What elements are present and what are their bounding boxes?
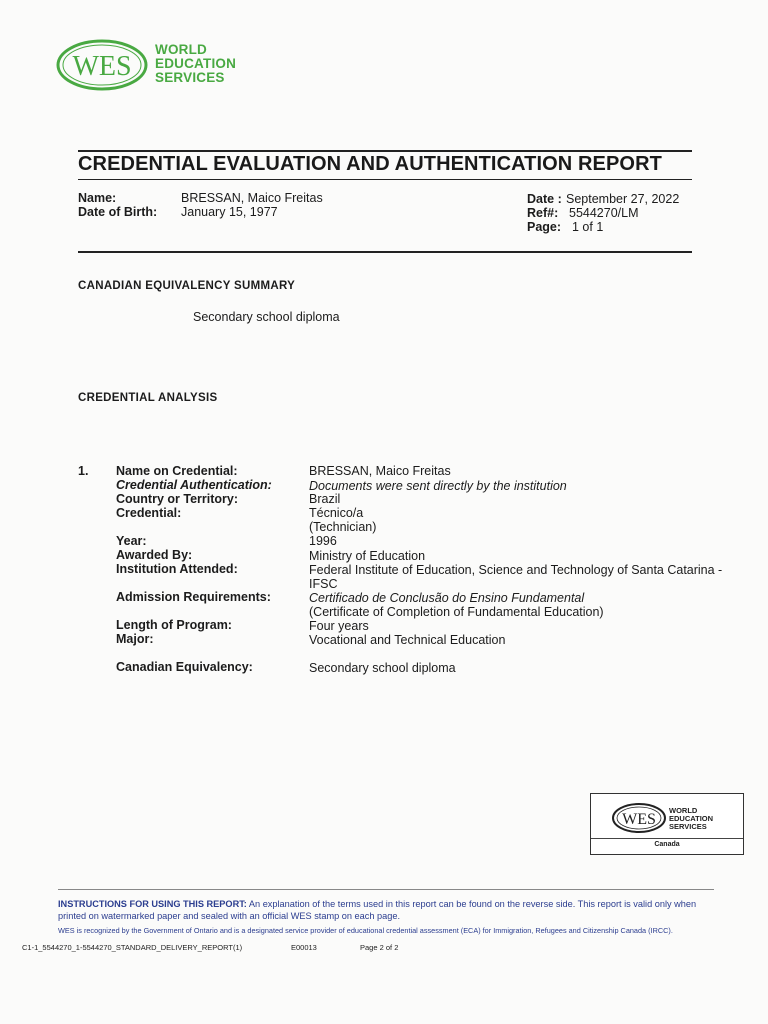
ref-label: Ref#:: [527, 206, 559, 220]
length-label: Length of Program:: [116, 618, 232, 632]
instructions-label: INSTRUCTIONS FOR USING THIS REPORT:: [58, 899, 247, 909]
date-label: Date :: [527, 192, 562, 206]
country-label: Country or Territory:: [116, 492, 238, 506]
name-on-credential-value: BRESSAN, Maico Freitas: [309, 464, 451, 478]
institution-label: Institution Attended:: [116, 562, 238, 576]
equivalency-label: Canadian Equivalency:: [116, 660, 253, 674]
year-label: Year:: [116, 534, 147, 548]
year-value: 1996: [309, 534, 337, 548]
date-value: September 27, 2022: [566, 192, 680, 206]
credential-value: Técnico/a: [309, 506, 364, 520]
analysis-heading: CREDENTIAL ANALYSIS: [78, 392, 218, 404]
country-value: Brazil: [309, 492, 341, 506]
logo-mark-text: WES: [72, 51, 132, 82]
length-value: Four years: [309, 619, 369, 633]
e-code: E00013: [291, 943, 317, 952]
page-label: Page:: [527, 220, 562, 234]
credential-label: Credential:: [116, 506, 182, 520]
doc-code: C1-1_5544270_1-5544270_STANDARD_DELIVERY_REPORT(1): [22, 943, 243, 952]
instructions-text: An explanation of the terms used in this report can be found on the reverse side. This report is valid only when printed on watermarked paper and sealed with an official WES stamp on each page.: [58, 899, 697, 921]
title-rule-bottom: [78, 179, 692, 180]
equivalency-value: Secondary school diploma: [309, 661, 456, 675]
admission-label: Admission Requirements:: [116, 590, 271, 604]
name-value: BRESSAN, Maico Freitas: [181, 191, 323, 205]
ref-value: 5544270/LM: [569, 206, 639, 220]
stamp-country: Canada: [654, 841, 680, 848]
stamp-mark-text: WES: [622, 811, 656, 828]
authentication-label: Credential Authentication:: [116, 478, 272, 492]
dob-value: January 15, 1977: [181, 205, 278, 219]
major-label: Major:: [116, 632, 154, 646]
admission-value: Certificado de Conclusão do Ensino Fundamental: [309, 591, 585, 605]
logo-line-2: EDUCATION: [155, 56, 237, 71]
stamp-logo-mark: [611, 802, 667, 834]
instructions: [58, 898, 718, 922]
stamp-line-1: WORLD: [669, 806, 698, 815]
recognition-text: WES is recognized by the Government of Ontario and is a designated service provider of educational credential assessment (ECA) for Immigration, Refugees and Citizenship Canada (IRCC).: [58, 926, 673, 935]
page-value: 1 of 1: [572, 220, 604, 234]
logo-line-1: WORLD: [155, 42, 207, 57]
logo-line-3: SERVICES: [155, 70, 225, 85]
header-rule: [78, 251, 692, 253]
summary-heading: CANADIAN EQUIVALENCY SUMMARY: [78, 280, 296, 292]
major-value: Vocational and Technical Education: [309, 633, 506, 647]
admission-translation: (Certificate of Completion of Fundamental Education): [309, 605, 604, 619]
awarded-by-value: Ministry of Education: [309, 549, 426, 563]
title-rule-top: [78, 150, 692, 152]
institution-value-line-2: IFSC: [309, 577, 338, 591]
stamp-line-2: EDUCATION: [669, 814, 714, 823]
page-info: Page 2 of 2: [360, 943, 399, 952]
wes-logo-mark: [56, 38, 156, 94]
summary-value: Secondary school diploma: [193, 310, 340, 324]
credential-translation: (Technician): [309, 520, 377, 534]
institution-value-line-1: Federal Institute of Education, Science and Technology of Santa Catarina -: [309, 563, 723, 577]
stamp-line-3: SERVICES: [669, 822, 707, 831]
name-on-credential-label: Name on Credential:: [116, 464, 238, 478]
stamp-divider: [591, 838, 743, 839]
stamp-wordmark: [669, 807, 713, 831]
item-number: 1.: [78, 464, 89, 478]
wes-logo-wordmark: [155, 43, 236, 85]
wes-seal-stamp: [590, 793, 744, 855]
report-title: CREDENTIAL EVALUATION AND AUTHENTICATION REPORT: [78, 153, 662, 175]
dob-label: Date of Birth:: [78, 205, 158, 219]
name-label: Name:: [78, 191, 117, 205]
authentication-value: Documents were sent directly by the institution: [309, 479, 567, 493]
awarded-by-label: Awarded By:: [116, 548, 193, 562]
footer-rule: [58, 889, 714, 890]
